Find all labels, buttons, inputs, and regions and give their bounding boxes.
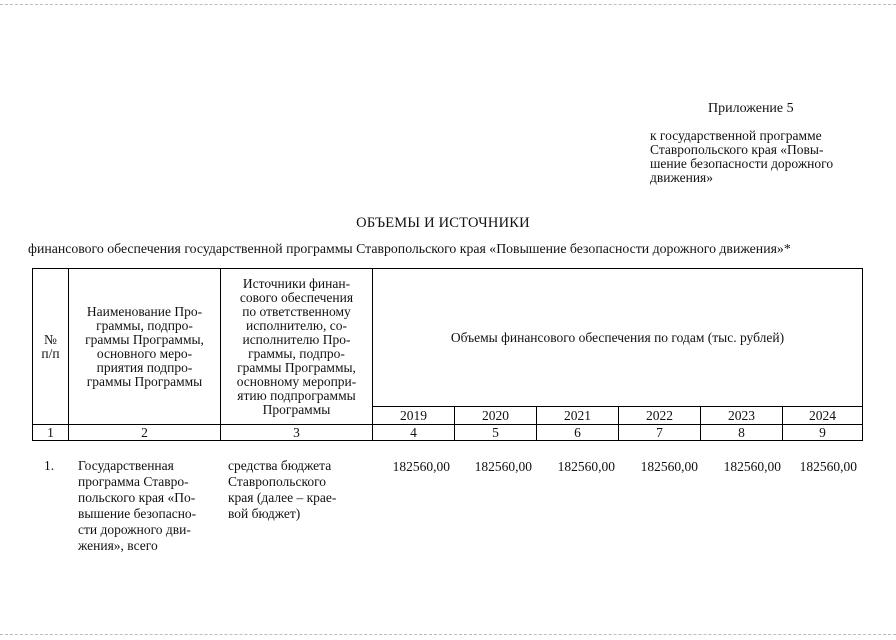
row-name-line: сти дорожного дви- (78, 522, 191, 537)
row-program-name (78, 458, 212, 554)
appendix-title: Приложение 5 (708, 101, 794, 116)
column-index: 5 (455, 425, 537, 441)
column-header-name (69, 269, 221, 425)
row-source-line: вой бюджет) (228, 506, 301, 521)
header-line: Наименование Про- (86, 303, 203, 319)
row-source-line: края (далее – крае- (228, 490, 337, 505)
header-line: основному меропри- (236, 373, 357, 389)
appendix-reference-line: движения» (650, 170, 714, 185)
document-subtitle: финансового обеспечения государственной программы Ставропольского края «Повышение безопасности дорожного движения»* (28, 241, 791, 256)
header-line: граммы Программы (86, 373, 203, 389)
row-source-line: средства бюджета (228, 458, 332, 473)
header-line: граммы Программы, (237, 359, 356, 375)
column-index: 7 (619, 425, 701, 441)
row-value-2022: 182560,00 (640, 459, 698, 474)
column-index: 9 (783, 425, 863, 441)
header-line: сового обеспечения (239, 289, 354, 305)
year-header: 2023 (701, 407, 783, 425)
column-header-number (33, 269, 69, 425)
row-value-2023: 182560,00 (723, 459, 781, 474)
row-value-2019: 182560,00 (392, 459, 450, 474)
header-line: граммы, подпро- (248, 345, 345, 361)
column-header-volumes: Объемы финансового обеспечения по годам (тыс. рублей) (373, 269, 863, 407)
row-value-2020: 182560,00 (474, 459, 532, 474)
appendix-reference (650, 129, 864, 185)
row-value-2024: 182560,00 (799, 459, 857, 474)
row-number: 1. (44, 458, 55, 473)
document-heading: ОБЪЕМЫ И ИСТОЧНИКИ (356, 215, 530, 231)
year-header: 2024 (783, 407, 863, 425)
column-index: 4 (373, 425, 455, 441)
header-line: п/п (41, 345, 60, 361)
header-line: граммы, подпро- (96, 317, 193, 333)
row-name-line: программа Ставро- (78, 474, 189, 489)
header-line: исполнителю Про- (242, 331, 351, 347)
appendix-reference-line: Ставропольского края «Повы- (650, 142, 824, 157)
header-line: приятия подпро- (96, 359, 193, 375)
financing-table-header (32, 268, 863, 441)
column-index: 6 (537, 425, 619, 441)
header-line: ятию подпрограммы (237, 387, 356, 403)
row-funding-source (228, 458, 354, 522)
row-source-line: Ставропольского (228, 474, 327, 489)
header-line: исполнителю, со- (246, 317, 347, 333)
appendix-reference-line: шение безопасности дорожного (650, 156, 834, 171)
header-line: граммы Программы, (85, 331, 204, 347)
column-index: 3 (221, 425, 373, 441)
column-index: 2 (69, 425, 221, 441)
row-name-line: жения», всего (78, 538, 158, 553)
header-line: Источники финан- (242, 275, 351, 291)
row-value-2021: 182560,00 (557, 459, 615, 474)
row-name-line: вышение безопасно- (78, 506, 197, 521)
year-header: 2022 (619, 407, 701, 425)
header-line: по ответственному (242, 303, 351, 319)
row-name-line: польского края «По- (78, 490, 196, 505)
header-line: основного меро- (96, 345, 193, 361)
top-scan-edge (0, 4, 896, 5)
bottom-scan-edge (0, 634, 896, 635)
column-index: 1 (33, 425, 69, 441)
row-name-line: Государственная (78, 458, 174, 473)
column-header-source (221, 269, 373, 425)
year-header: 2019 (373, 407, 455, 425)
header-line: Программы (262, 401, 331, 417)
appendix-reference-line: к государственной программе (650, 128, 822, 143)
header-line: № (44, 331, 57, 347)
year-header: 2020 (455, 407, 537, 425)
column-index: 8 (701, 425, 783, 441)
year-header: 2021 (537, 407, 619, 425)
